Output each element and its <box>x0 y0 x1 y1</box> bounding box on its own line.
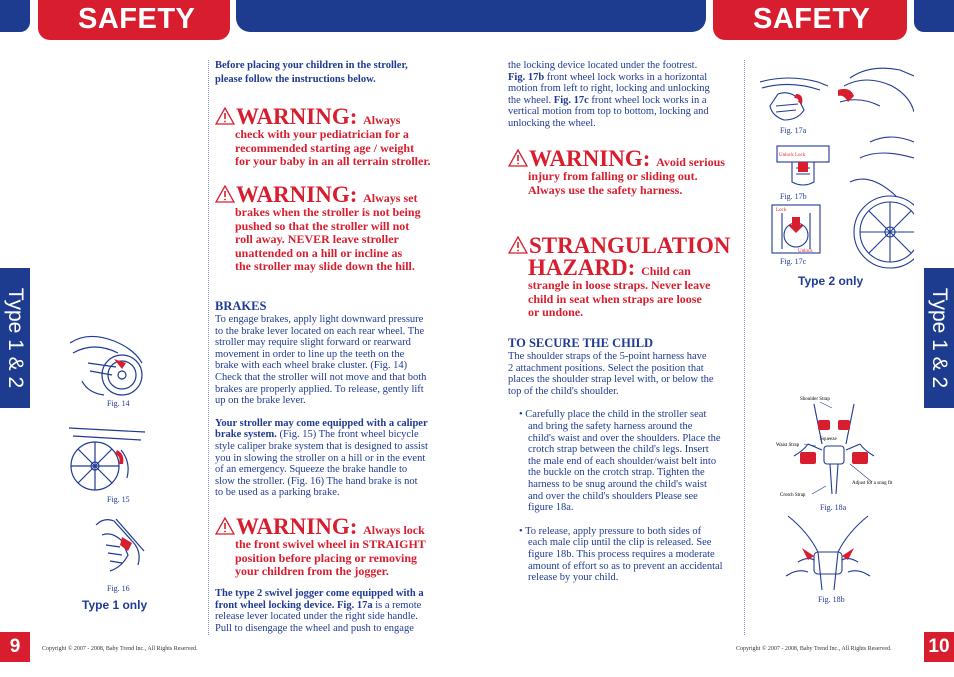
fig17c-unlock-text: Unlock <box>798 249 813 254</box>
text-line: to the brake lever located on each rear wheel. The <box>215 325 425 337</box>
fig14-illustration <box>68 323 143 399</box>
fig17a-label: Fig. 17a <box>780 126 807 135</box>
text-line: amount of effort so as to prevent an accidental <box>528 560 723 572</box>
type2-only-label: Type 2 only <box>798 274 864 288</box>
strangulation-title2 <box>528 257 748 279</box>
header-bar-center <box>236 0 706 32</box>
warning2-body <box>235 206 465 274</box>
text-line: release lever located under the right side handle. <box>215 611 418 623</box>
secure-section <box>508 336 748 584</box>
text-line: the locking device located under the footrest. <box>508 60 698 71</box>
strangulation-word: STRANGULATION <box>529 233 731 258</box>
warning3-lead: Always lock <box>363 523 425 537</box>
text-line: The shoulder straps of the 5-point harness have <box>508 351 707 362</box>
side-tab-right <box>924 268 954 408</box>
strangulation-line: or undone. <box>528 305 584 320</box>
text-line <box>215 429 455 441</box>
text-bold: front wheel locking device. Fig. 17a <box>215 599 373 611</box>
warning1-body <box>235 128 465 169</box>
copyright-right: Copyright © 2007 - 2008, Baby Trend Inc., All Rights Reserved. <box>736 646 892 652</box>
text-line: • Carefully place the child in the stroller seat <box>519 409 707 421</box>
fig17a-illustration <box>758 76 830 124</box>
fig16-label: Fig. 16 <box>107 584 130 593</box>
header-bar-left-edge <box>0 0 30 32</box>
warning4-block <box>508 148 743 197</box>
intro-line2: please follow the instructions below. <box>215 74 376 85</box>
warning3-line: your children from the jogger. <box>235 564 389 579</box>
text-line: vertical motion from top to bottom, locking and <box>508 106 709 118</box>
strangulation-body <box>528 279 748 320</box>
warning2-title <box>215 184 465 206</box>
text-span: front wheel lock works in a <box>588 94 707 106</box>
page-number-left: 9 <box>0 632 30 662</box>
warning1-line: recommended starting age / weight <box>235 140 415 155</box>
warning2-line: unattended on a hill or incline as <box>235 245 403 260</box>
fig17b-label: Fig. 17b <box>780 192 807 201</box>
brakes-section <box>215 299 455 499</box>
warning2-line: pushed so that the stroller will not <box>235 218 410 233</box>
warning3-block <box>215 516 465 579</box>
secure-bullet2 <box>519 526 748 584</box>
shoulder-strap-label: Shoulder Strap <box>800 397 830 402</box>
text-bold: brake system. <box>215 429 277 441</box>
warning1-title <box>215 106 465 128</box>
warning4-body <box>528 170 743 197</box>
warning1-line: check with your pediatrician for a <box>235 127 409 141</box>
hazard-word: HAZARD: <box>528 255 636 280</box>
text-line: and over the child's shoulders Please see <box>528 490 698 502</box>
safety-title-right: SAFETY <box>713 0 907 40</box>
warning2-block <box>215 184 465 274</box>
intro-text <box>215 60 455 86</box>
text-line: release by your child. <box>528 572 619 584</box>
adjust-label: Adjust for a snug fit <box>852 481 893 486</box>
warning1-lead: Always <box>363 113 401 127</box>
warning3-body <box>235 538 465 579</box>
fig15-illustration <box>65 422 145 492</box>
text-line: The type 2 swivel jogger come equipped with a <box>215 588 424 599</box>
warning1-block <box>215 106 465 169</box>
warning2-line: brakes when the stroller is not being <box>235 205 421 219</box>
text-line: unlocking the wheel. <box>508 117 596 129</box>
brakes-p2 <box>215 418 455 499</box>
fig17c-lock-text: Lock <box>776 208 787 213</box>
text-line: of an emergency. Squeeze the brake handle to <box>215 464 408 476</box>
fig18b-illustration <box>778 512 878 592</box>
safety-title-left: SAFETY <box>38 0 230 40</box>
warning-triangle-icon <box>508 236 528 254</box>
jogger-illustration <box>830 62 914 272</box>
text-line <box>508 72 743 84</box>
divider-left <box>208 60 209 635</box>
text-line: brakes are properly applied. To release, gently lift <box>215 383 424 395</box>
fig17b-illustration <box>774 138 832 190</box>
warning4-title <box>508 148 743 170</box>
swivel-paragraph <box>215 588 455 634</box>
text-bold: Fig. 17c <box>553 94 589 106</box>
text-line: the male end of each shoulder/waist belt into <box>528 455 717 467</box>
strangulation-block <box>508 235 748 320</box>
side-tab-left <box>0 268 30 408</box>
warning3-line: the front swivel wheel in STRAIGHT <box>235 537 426 551</box>
text-line: up on the brake lever. <box>215 395 306 407</box>
page-number-right: 10 <box>924 632 954 662</box>
fig18a-illustration <box>774 394 904 504</box>
warning4-lead: Avoid serious <box>656 155 725 169</box>
fig15-label: Fig. 15 <box>107 495 130 504</box>
text-bold: Fig. 17b <box>508 71 545 83</box>
text-line: • To release, apply pressure to both sides of <box>519 525 702 537</box>
strangulation-lead: Child can <box>641 264 691 278</box>
crotch-strap-label: Crotch Strap <box>780 493 806 498</box>
text-line: figure 18b. This process requires a moderate <box>528 548 715 560</box>
fig14-label: Fig. 14 <box>107 399 130 408</box>
strangulation-title1 <box>508 235 748 257</box>
secure-heading: TO SECURE THE CHILD <box>508 336 654 350</box>
brakes-heading: BRAKES <box>215 299 267 313</box>
squeeze-label: Squeeze <box>820 437 837 442</box>
strangulation-line: child in seat when straps are loose <box>528 291 702 306</box>
copyright-left: Copyright © 2007 - 2008, Baby Trend Inc., All Rights Reserved. <box>42 646 198 652</box>
warning-triangle-icon <box>215 185 235 203</box>
col2-top-paragraph <box>508 60 743 130</box>
text-span: the wheel. <box>508 94 554 106</box>
text-line: 2 attachment positions. Select the position that <box>508 362 704 374</box>
warning-triangle-icon <box>215 107 235 125</box>
strangulation-line: strangle in loose straps. Never leave <box>528 278 711 292</box>
fig17c-illustration <box>770 203 822 255</box>
text-line: crotch strap between the child's legs. Insert <box>528 444 709 456</box>
text-line: harness to be snug around the child's waist <box>528 478 707 490</box>
fig18a-label: Fig. 18a <box>820 503 847 512</box>
warning2-line: roll away. NEVER leave stroller <box>235 232 399 247</box>
text-line: you in slowing the stroller on a hill or in the event <box>215 452 426 464</box>
type1-only-label: Type 1 only <box>82 598 148 612</box>
warning3-title <box>215 516 465 538</box>
fig17c-label: Fig. 17c <box>780 257 807 266</box>
text-line: child's waist and over the shoulders. Place the <box>528 432 721 444</box>
side-tab-right-label: Type 1 & 2 <box>928 287 951 389</box>
warning4-word: WARNING: <box>529 146 651 171</box>
intro-line1: Before placing your children in the stroller, <box>215 60 408 71</box>
warning4-line: injury from falling or sliding out. <box>528 169 698 183</box>
warning2-line: the stroller may slide down the hill. <box>235 259 415 274</box>
text-line: each male clip until the clip is released. See <box>528 537 712 549</box>
fig17b-text: Unlock Lock <box>779 153 806 158</box>
text-line: Your stroller may come equipped with a caliper <box>215 417 428 429</box>
text-line: brake with each wheel brake cluster. (Fig. 14) <box>215 360 408 372</box>
text-line: places the shoulder strap level with, or below the <box>508 374 714 386</box>
text-line: slow the stroller. (Fig. 16) The hand brake is not <box>215 475 418 487</box>
text-line: Check that the stroller will not move and that both <box>215 371 427 383</box>
text-line: style caliper brake system that is designed to assist <box>215 440 428 452</box>
warning1-line: for your baby in an all terrain stroller. <box>235 154 431 169</box>
brakes-p1 <box>215 314 455 407</box>
text-line: stroller may require slight forward or rearward <box>215 337 411 349</box>
warning-triangle-icon <box>215 517 235 535</box>
side-tab-left-label: Type 1 & 2 <box>4 287 27 389</box>
text-line: and bring the safety harness around the <box>528 420 693 432</box>
text-line <box>508 95 743 107</box>
warning2-word: WARNING: <box>236 182 358 207</box>
warning2-lead: Always set <box>363 191 418 205</box>
warning1-word: WARNING: <box>236 104 358 129</box>
text-line: the buckle on the crotch strap. Tighten the <box>528 467 705 479</box>
warning4-line: Always use the safety harness. <box>528 182 683 197</box>
text-span: front wheel lock works in a horizontal <box>544 71 708 83</box>
text-line: to be used as a parking brake. <box>215 487 340 499</box>
text-span: (Fig. 15) The front wheel bicycle <box>276 429 419 441</box>
text-line: To engage brakes, apply light downward pressure <box>215 314 424 325</box>
text-line: movement in order to line up the teeth on the <box>215 348 405 360</box>
fig18b-label: Fig. 18b <box>818 595 845 604</box>
text-line <box>215 600 455 612</box>
waist-strap-label: Waist Strap <box>776 443 800 448</box>
text-line: figure 18a. <box>528 502 574 514</box>
text-line: motion from left to right, locking and unlocking <box>508 83 710 95</box>
text-span: is a remote <box>372 599 422 611</box>
text-line: top of the child's shoulder. <box>508 385 619 397</box>
warning-triangle-icon <box>508 149 528 167</box>
secure-bullet1 <box>519 409 748 513</box>
fig16-illustration <box>92 515 148 583</box>
warning3-word: WARNING: <box>236 514 358 539</box>
text-line: Pull to disengage the wheel and push to engage <box>215 622 414 634</box>
secure-p1 <box>508 351 748 397</box>
warning3-line: position before placing or removing <box>235 550 418 565</box>
header-bar-right-edge <box>914 0 954 32</box>
